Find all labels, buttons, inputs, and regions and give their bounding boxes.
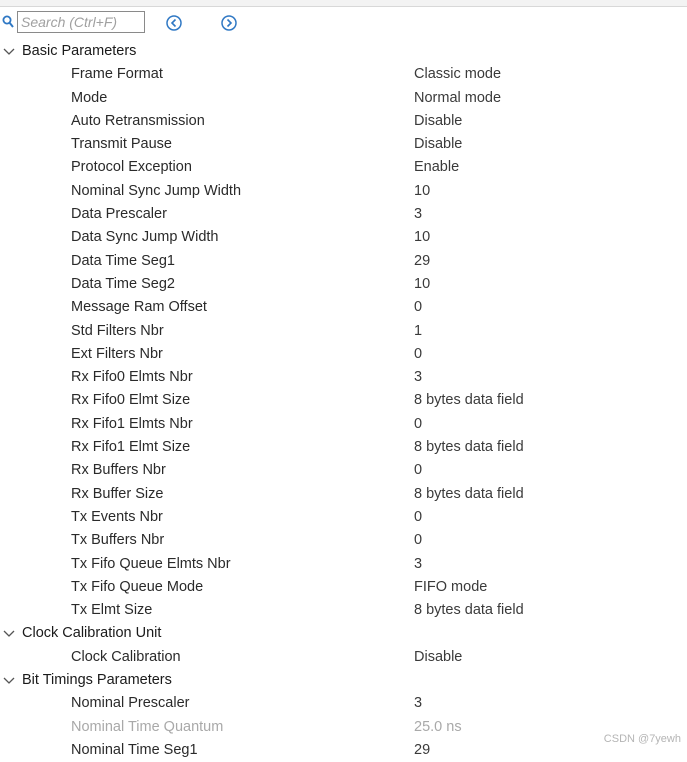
param-value[interactable]: 8 bytes data field xyxy=(414,392,524,409)
param-value[interactable]: 8 bytes data field xyxy=(414,485,524,502)
param-label: Data Prescaler xyxy=(71,206,167,223)
param-value[interactable]: 10 xyxy=(414,275,431,292)
param-label: Tx Elmt Size xyxy=(71,602,153,619)
search-input[interactable] xyxy=(17,11,145,33)
param-label: Mode xyxy=(71,89,108,106)
chevron-down-icon[interactable] xyxy=(2,628,16,640)
param-value[interactable]: 8 bytes data field xyxy=(414,439,524,456)
param-row[interactable] xyxy=(0,320,687,343)
param-row[interactable] xyxy=(0,296,687,319)
param-label: Message Ram Offset xyxy=(71,299,207,316)
param-row[interactable] xyxy=(0,553,687,576)
param-value[interactable]: 0 xyxy=(414,462,423,479)
watermark: CSDN @7yewh xyxy=(603,733,681,745)
param-row[interactable] xyxy=(0,483,687,506)
param-label: Transmit Pause xyxy=(71,136,172,153)
param-label: Nominal Sync Jump Width xyxy=(71,182,242,199)
param-value[interactable]: 29 xyxy=(414,252,431,269)
param-value[interactable]: 10 xyxy=(414,229,431,246)
param-value[interactable]: 10 xyxy=(414,182,431,199)
param-row[interactable] xyxy=(0,389,687,412)
param-value[interactable]: FIFO mode xyxy=(414,578,488,595)
param-row[interactable] xyxy=(0,156,687,179)
param-row[interactable] xyxy=(0,692,687,715)
param-label: Data Sync Jump Width xyxy=(71,229,219,246)
param-value[interactable]: 0 xyxy=(414,532,423,549)
param-label: Std Filters Nbr xyxy=(71,322,164,339)
param-label: Data Time Seg2 xyxy=(71,275,175,292)
param-label: Nominal Time Quantum xyxy=(71,718,224,735)
param-row[interactable] xyxy=(0,739,687,762)
param-value[interactable]: 0 xyxy=(414,508,423,525)
param-value[interactable]: 0 xyxy=(414,415,423,432)
param-label: Frame Format xyxy=(71,66,163,83)
search-icon xyxy=(2,15,14,29)
param-label: Auto Retransmission xyxy=(71,112,205,129)
param-label: Rx Fifo1 Elmt Size xyxy=(71,439,191,456)
param-row[interactable] xyxy=(0,87,687,110)
param-label: Rx Fifo1 Elmts Nbr xyxy=(71,415,193,432)
param-value[interactable]: 29 xyxy=(414,741,431,758)
param-label: Tx Fifo Queue Elmts Nbr xyxy=(71,555,231,572)
param-row[interactable] xyxy=(0,250,687,273)
group-bit-timings-parameters[interactable] xyxy=(0,669,687,692)
param-value[interactable]: Disable xyxy=(414,648,463,665)
param-value[interactable]: 8 bytes data field xyxy=(414,602,524,619)
param-label: Tx Events Nbr xyxy=(71,508,163,525)
param-row[interactable] xyxy=(0,506,687,529)
param-row[interactable] xyxy=(0,716,687,739)
param-label: Nominal Time Seg1 xyxy=(71,741,198,758)
param-value[interactable]: 3 xyxy=(414,695,423,712)
param-row[interactable] xyxy=(0,436,687,459)
param-label: Rx Fifo0 Elmts Nbr xyxy=(71,369,193,386)
param-row[interactable] xyxy=(0,646,687,669)
param-value[interactable]: 3 xyxy=(414,369,423,386)
param-value[interactable]: Disable xyxy=(414,136,463,153)
group-label: Clock Calibration Unit xyxy=(22,625,162,642)
param-row[interactable] xyxy=(0,366,687,389)
param-row[interactable] xyxy=(0,529,687,552)
param-row[interactable] xyxy=(0,459,687,482)
window-top-edge xyxy=(0,0,687,7)
group-basic-parameters[interactable] xyxy=(0,40,687,63)
param-row[interactable] xyxy=(0,63,687,86)
search-toolbar xyxy=(0,10,687,36)
param-value: 25.0 ns xyxy=(414,718,462,735)
param-value[interactable]: 1 xyxy=(414,322,423,339)
param-value[interactable]: Enable xyxy=(414,159,460,176)
param-row[interactable] xyxy=(0,413,687,436)
param-value[interactable]: 3 xyxy=(414,555,423,572)
param-label: Nominal Prescaler xyxy=(71,695,190,712)
previous-match-icon[interactable] xyxy=(165,14,183,32)
parameter-tree xyxy=(0,40,687,762)
param-value[interactable]: 3 xyxy=(414,206,423,223)
group-label: Bit Timings Parameters xyxy=(22,672,172,689)
param-row[interactable] xyxy=(0,110,687,133)
param-label: Rx Buffers Nbr xyxy=(71,462,166,479)
param-row[interactable] xyxy=(0,343,687,366)
param-label: Rx Buffer Size xyxy=(71,485,164,502)
param-label: Rx Fifo0 Elmt Size xyxy=(71,392,191,409)
group-label: Basic Parameters xyxy=(22,43,137,59)
param-row[interactable] xyxy=(0,273,687,296)
param-row[interactable] xyxy=(0,133,687,156)
param-value[interactable]: 0 xyxy=(414,345,423,362)
next-match-icon[interactable] xyxy=(220,14,238,32)
param-label: Data Time Seg1 xyxy=(71,252,175,269)
param-value[interactable]: Classic mode xyxy=(414,66,502,83)
param-row[interactable] xyxy=(0,180,687,203)
param-label: Tx Buffers Nbr xyxy=(71,532,165,549)
param-label: Clock Calibration xyxy=(71,648,181,665)
param-value[interactable]: 0 xyxy=(414,299,423,316)
param-value[interactable]: Normal mode xyxy=(414,89,502,106)
param-row[interactable] xyxy=(0,226,687,249)
param-label: Tx Fifo Queue Mode xyxy=(71,578,204,595)
param-row[interactable] xyxy=(0,576,687,599)
chevron-down-icon[interactable] xyxy=(2,675,16,687)
param-row[interactable] xyxy=(0,203,687,226)
param-label: Ext Filters Nbr xyxy=(71,345,163,362)
param-value[interactable]: Disable xyxy=(414,112,463,129)
group-clock-calibration-unit[interactable] xyxy=(0,622,687,645)
chevron-down-icon[interactable] xyxy=(2,46,16,58)
param-row[interactable] xyxy=(0,599,687,622)
param-label: Protocol Exception xyxy=(71,159,192,176)
